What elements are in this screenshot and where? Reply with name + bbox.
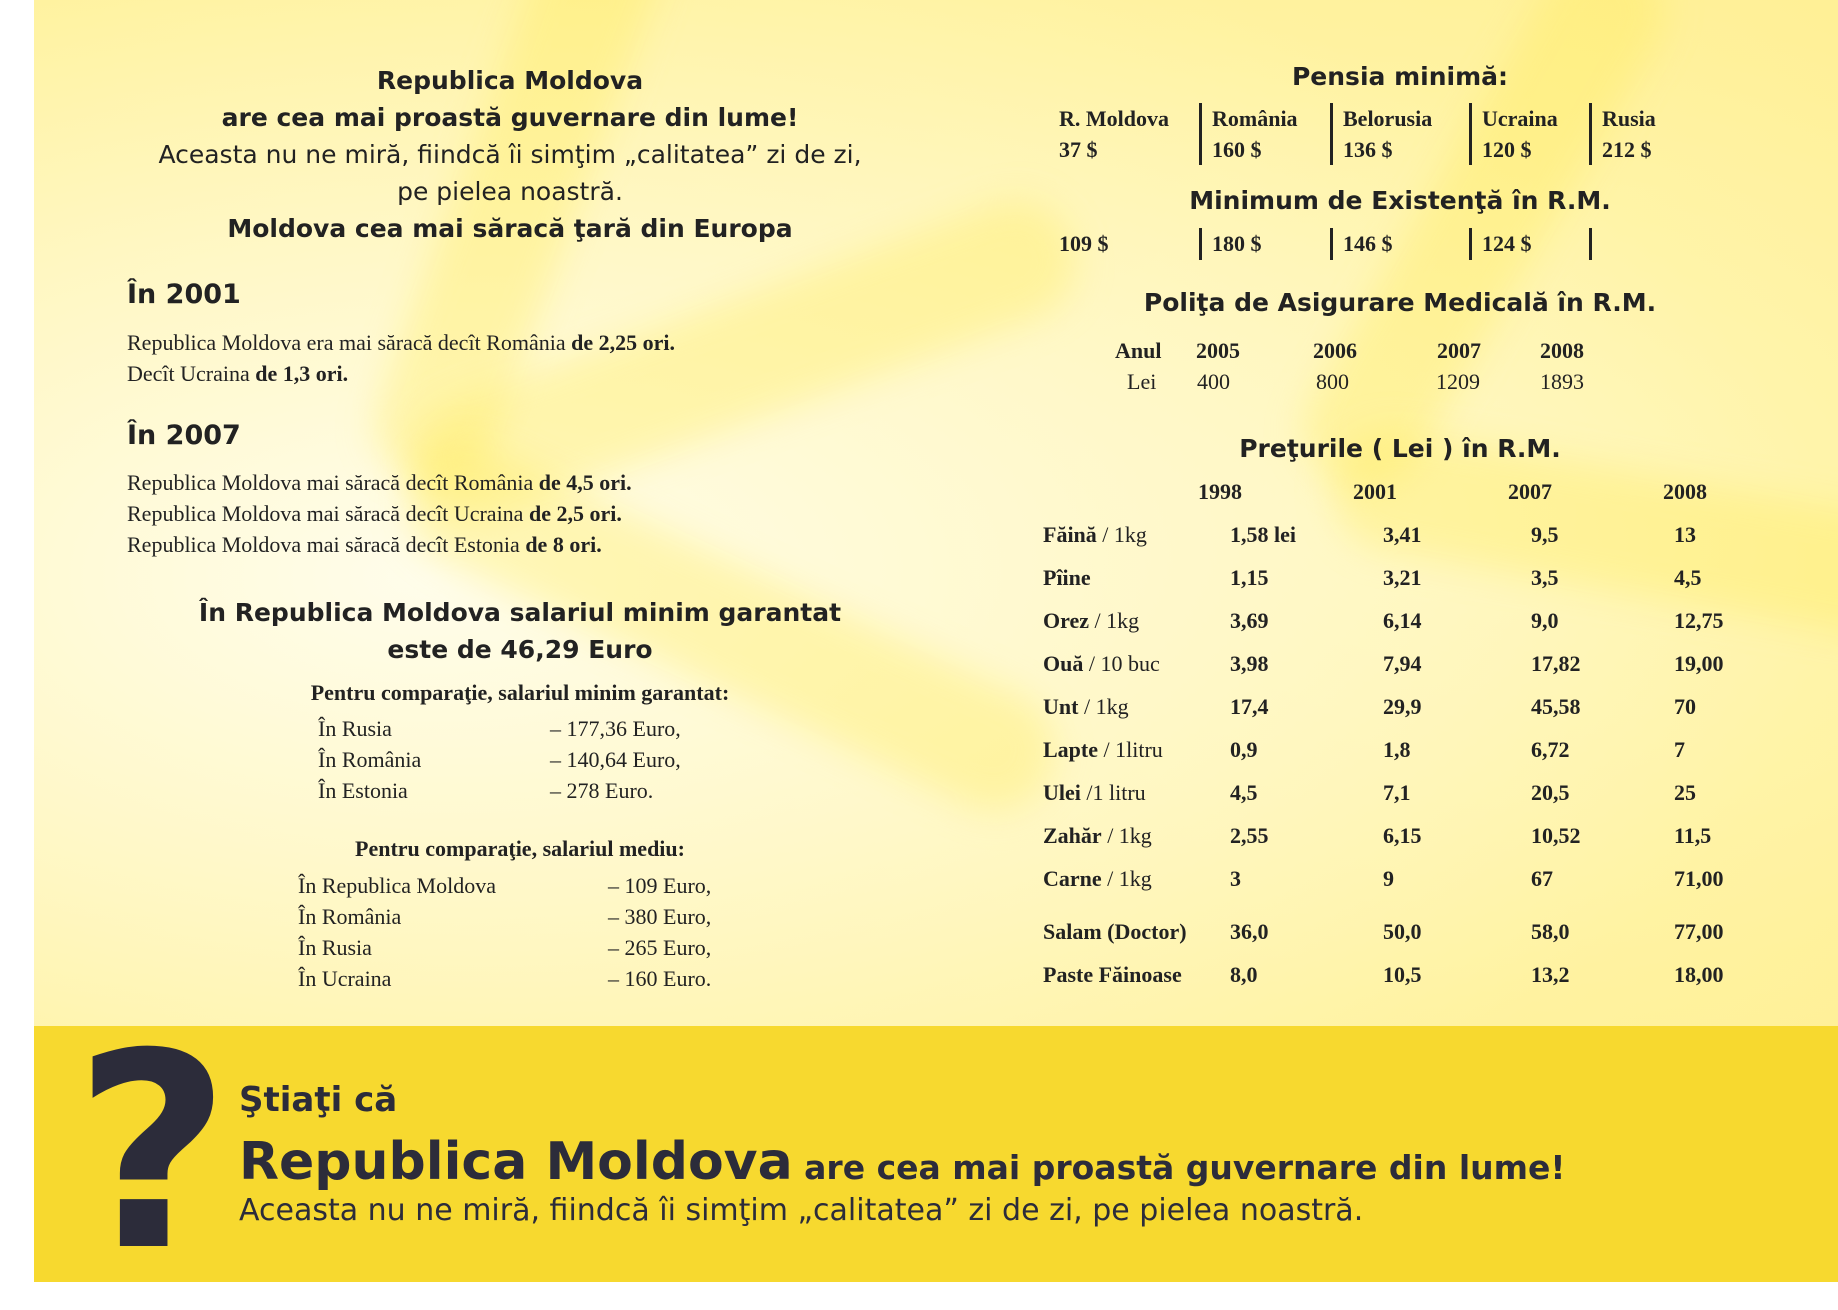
country: România xyxy=(1212,106,1298,131)
product-label: Paste Făinoase xyxy=(1043,962,1182,987)
product-unit: / 1kg xyxy=(1089,608,1140,633)
pension-cell xyxy=(1589,103,1656,165)
policy-year: 2005 xyxy=(1196,338,1240,363)
price-cell: 3,21 xyxy=(1383,565,1422,590)
price-cell: 17,4 xyxy=(1230,694,1269,719)
price-cell: 3,41 xyxy=(1383,522,1422,547)
product-name xyxy=(1043,866,1152,892)
list-item xyxy=(298,966,778,997)
product-name xyxy=(1043,694,1129,720)
price-cell: 9,5 xyxy=(1531,522,1559,547)
price-cell: 1,8 xyxy=(1383,737,1411,762)
table-row xyxy=(1043,565,1743,597)
headline-line: are cea mai proastă guvernare din lume! xyxy=(221,103,799,132)
list-item xyxy=(298,873,778,904)
price-cell: 3,69 xyxy=(1230,608,1269,633)
table-row xyxy=(1043,823,1743,855)
prices-year: 2001 xyxy=(1353,479,1397,504)
country: Belorusia xyxy=(1343,106,1433,131)
product-unit: / 1kg xyxy=(1096,522,1147,547)
pension-cell xyxy=(1199,103,1298,165)
price-cell: 58,0 xyxy=(1531,919,1570,944)
product-unit: / 1litru xyxy=(1098,737,1163,762)
price-cell: 19,00 xyxy=(1674,651,1724,676)
product-label: Pîine xyxy=(1043,565,1091,590)
country: În România xyxy=(318,747,422,772)
price-cell: 10,5 xyxy=(1383,962,1422,987)
price-cell: 7 xyxy=(1674,737,1685,762)
list-item xyxy=(318,716,778,747)
text: Decît Ucraina xyxy=(127,361,256,386)
product-label: Făină xyxy=(1043,522,1097,547)
price-cell: 45,58 xyxy=(1531,694,1581,719)
table-row xyxy=(1043,651,1743,683)
pension-cell xyxy=(1469,103,1558,165)
policy-value: 400 xyxy=(1197,369,1230,394)
text-bold: de 2,5 ori. xyxy=(528,501,622,526)
product-name xyxy=(1043,737,1163,763)
product-name xyxy=(1043,823,1152,849)
country: În Rusia xyxy=(318,716,392,741)
policy-value: 1209 xyxy=(1436,369,1480,394)
list-item xyxy=(318,747,778,778)
section-title-2007: În 2007 xyxy=(127,420,241,451)
price-cell: 13 xyxy=(1674,522,1696,547)
price-cell: 4,5 xyxy=(1230,780,1258,805)
headline-line: pe pielea noastră. xyxy=(397,177,623,206)
price-cell: 20,5 xyxy=(1531,780,1570,805)
list-item xyxy=(318,778,778,809)
value: 136 $ xyxy=(1343,137,1393,162)
value: – 265 Euro, xyxy=(608,935,712,960)
price-cell: 70 xyxy=(1674,694,1696,719)
price-cell: 3,5 xyxy=(1531,565,1559,590)
existence-value: 180 $ xyxy=(1199,228,1262,260)
product-label: Ulei xyxy=(1043,780,1081,805)
table-row xyxy=(1043,780,1743,812)
existence-value: 124 $ xyxy=(1469,228,1532,260)
product-unit: / 1kg xyxy=(1101,823,1152,848)
product-name xyxy=(1043,780,1146,806)
pension-cell xyxy=(1330,103,1432,165)
min-salary-comparison-title: Pentru comparaţie, salariul minim garantat: xyxy=(310,680,730,705)
product-label: Salam (Doctor) xyxy=(1043,919,1187,944)
price-cell: 71,00 xyxy=(1674,866,1724,891)
price-cell: 0,9 xyxy=(1230,737,1258,762)
list-item xyxy=(298,904,778,935)
table-row xyxy=(1043,919,1743,951)
text-bold: de 4,5 ori. xyxy=(538,470,632,495)
policy-value: 1893 xyxy=(1540,369,1584,394)
value: – 278 Euro. xyxy=(550,778,654,803)
price-cell: 8,0 xyxy=(1230,962,1258,987)
prices-year: 2008 xyxy=(1663,479,1707,504)
product-unit: / 1kg xyxy=(1101,866,1152,891)
country: R. Moldova xyxy=(1059,106,1169,131)
medical-policy-title: Poliţa de Asigurare Medicală în R.M. xyxy=(1143,288,1657,317)
product-label: Lapte xyxy=(1043,737,1098,762)
price-cell: 17,82 xyxy=(1531,651,1581,676)
product-label: Ouă xyxy=(1043,651,1084,676)
value: 160 $ xyxy=(1212,137,1262,162)
product-name xyxy=(1043,962,1182,988)
policy-year: 2007 xyxy=(1437,338,1481,363)
headline-line: În Republica Moldova salariul minim garantat xyxy=(198,598,842,627)
table-row xyxy=(1043,608,1743,640)
product-name xyxy=(1043,651,1160,677)
country: În Republica Moldova xyxy=(298,873,496,898)
text-bold: de 8 ori. xyxy=(525,532,602,557)
product-unit: / 10 buc xyxy=(1083,651,1160,676)
existence-value: 109 $ xyxy=(1059,231,1109,256)
country: În Rusia xyxy=(298,935,372,960)
product-name xyxy=(1043,565,1091,591)
price-cell: 77,00 xyxy=(1674,919,1724,944)
prices-year: 1998 xyxy=(1198,479,1242,504)
price-cell: 6,72 xyxy=(1531,737,1570,762)
price-cell: 3 xyxy=(1230,866,1241,891)
product-label: Zahăr xyxy=(1043,823,1102,848)
policy-value: 800 xyxy=(1316,369,1349,394)
policy-year: 2008 xyxy=(1540,338,1584,363)
price-cell: 2,55 xyxy=(1230,823,1269,848)
table-row xyxy=(1043,694,1743,726)
product-label: Orez xyxy=(1043,608,1090,633)
bottom-banner xyxy=(34,995,1838,1310)
headline-line: Moldova cea mai săracă ţară din Europa xyxy=(227,214,793,243)
price-cell: 6,15 xyxy=(1383,823,1422,848)
banner-headline-rest: are cea mai proastă guvernare din lume! xyxy=(792,1148,1566,1187)
section-2001-text xyxy=(127,327,675,389)
price-cell: 1,58 lei xyxy=(1230,522,1296,547)
text: Republica Moldova mai săracă decît Ucraina xyxy=(127,501,529,526)
headline-line: este de 46,29 Euro xyxy=(387,635,653,664)
banner-headline xyxy=(239,1132,1565,1192)
divider xyxy=(1589,228,1592,260)
product-name xyxy=(1043,522,1147,548)
table-row xyxy=(1043,522,1743,554)
pension-title: Pensia minimă: xyxy=(1291,62,1508,91)
price-cell: 18,00 xyxy=(1674,962,1724,987)
price-cell: 9 xyxy=(1383,866,1394,891)
country: În Estonia xyxy=(318,778,408,803)
price-cell: 1,15 xyxy=(1230,565,1269,590)
text: Republica Moldova era mai săracă decît România xyxy=(127,330,572,355)
policy-row-label: Lei xyxy=(1127,369,1157,394)
price-cell: 7,94 xyxy=(1383,651,1422,676)
price-cell: 12,75 xyxy=(1674,608,1724,633)
product-label: Carne xyxy=(1043,866,1102,891)
text-bold: de 2,25 ori. xyxy=(571,330,675,355)
country: Rusia xyxy=(1602,106,1656,131)
headline-line: Aceasta nu ne miră, fiindcă îi simţim „calitatea” zi de zi, xyxy=(158,140,862,169)
product-unit: / 1kg xyxy=(1078,694,1129,719)
min-salary-headline xyxy=(180,594,860,668)
price-cell: 67 xyxy=(1531,866,1553,891)
price-cell: 9,0 xyxy=(1531,608,1559,633)
value: 120 $ xyxy=(1482,137,1532,162)
value: – 380 Euro, xyxy=(608,904,712,929)
banner-subline: Aceasta nu ne miră, fiindcă îi simţim „calitatea” zi de zi, pe pielea noastră. xyxy=(239,1193,1364,1228)
country: În România xyxy=(298,904,402,929)
value: – 177,36 Euro, xyxy=(550,716,681,741)
product-unit: /1 litru xyxy=(1080,780,1146,805)
text-bold: de 1,3 ori. xyxy=(255,361,349,386)
price-cell: 11,5 xyxy=(1674,823,1712,848)
price-cell: 7,1 xyxy=(1383,780,1411,805)
price-cell: 10,52 xyxy=(1531,823,1581,848)
question-mark-icon: ? xyxy=(74,995,231,1310)
pension-cell xyxy=(1059,103,1169,165)
value: 37 $ xyxy=(1059,137,1098,162)
table-row xyxy=(1043,737,1743,769)
section-title-2001: În 2001 xyxy=(127,279,241,310)
price-cell: 36,0 xyxy=(1230,919,1269,944)
value: – 160 Euro. xyxy=(608,966,712,991)
price-cell: 13,2 xyxy=(1531,962,1570,987)
left-headline xyxy=(120,62,900,247)
country: În Ucraina xyxy=(298,966,392,991)
prices-title: Preţurile ( Lei ) în R.M. xyxy=(1239,434,1561,463)
policy-year: 2006 xyxy=(1313,338,1357,363)
price-cell: 25 xyxy=(1674,780,1696,805)
existence-value: 146 $ xyxy=(1330,228,1393,260)
price-cell: 50,0 xyxy=(1383,919,1422,944)
value: – 140,64 Euro, xyxy=(550,747,681,772)
headline-line: Republica Moldova xyxy=(376,66,644,95)
value: 212 $ xyxy=(1602,137,1652,162)
product-name xyxy=(1043,608,1139,634)
price-cell: 3,98 xyxy=(1230,651,1269,676)
policy-row-label: Anul xyxy=(1115,338,1162,363)
avg-salary-comparison-title: Pentru comparaţie, salariul mediu: xyxy=(355,836,685,861)
section-2007-text xyxy=(127,467,632,560)
existence-minimum-title: Minimum de Existenţă în R.M. xyxy=(1189,186,1611,215)
text: Republica Moldova mai săracă decît Estonia xyxy=(127,532,526,557)
value: – 109 Euro, xyxy=(608,873,712,898)
product-name xyxy=(1043,919,1187,945)
price-cell: 29,9 xyxy=(1383,694,1422,719)
country: Ucraina xyxy=(1482,106,1558,131)
prices-year: 2007 xyxy=(1508,479,1552,504)
table-row xyxy=(1043,962,1743,994)
product-label: Unt xyxy=(1043,694,1079,719)
table-row xyxy=(1043,866,1743,898)
banner-kicker: Ştiaţi că xyxy=(239,1080,398,1120)
list-item xyxy=(298,935,778,966)
price-cell: 6,14 xyxy=(1383,608,1422,633)
text: Republica Moldova mai săracă decît România xyxy=(127,470,539,495)
price-cell: 4,5 xyxy=(1674,565,1702,590)
banner-headline-big: Republica Moldova xyxy=(239,1132,793,1192)
